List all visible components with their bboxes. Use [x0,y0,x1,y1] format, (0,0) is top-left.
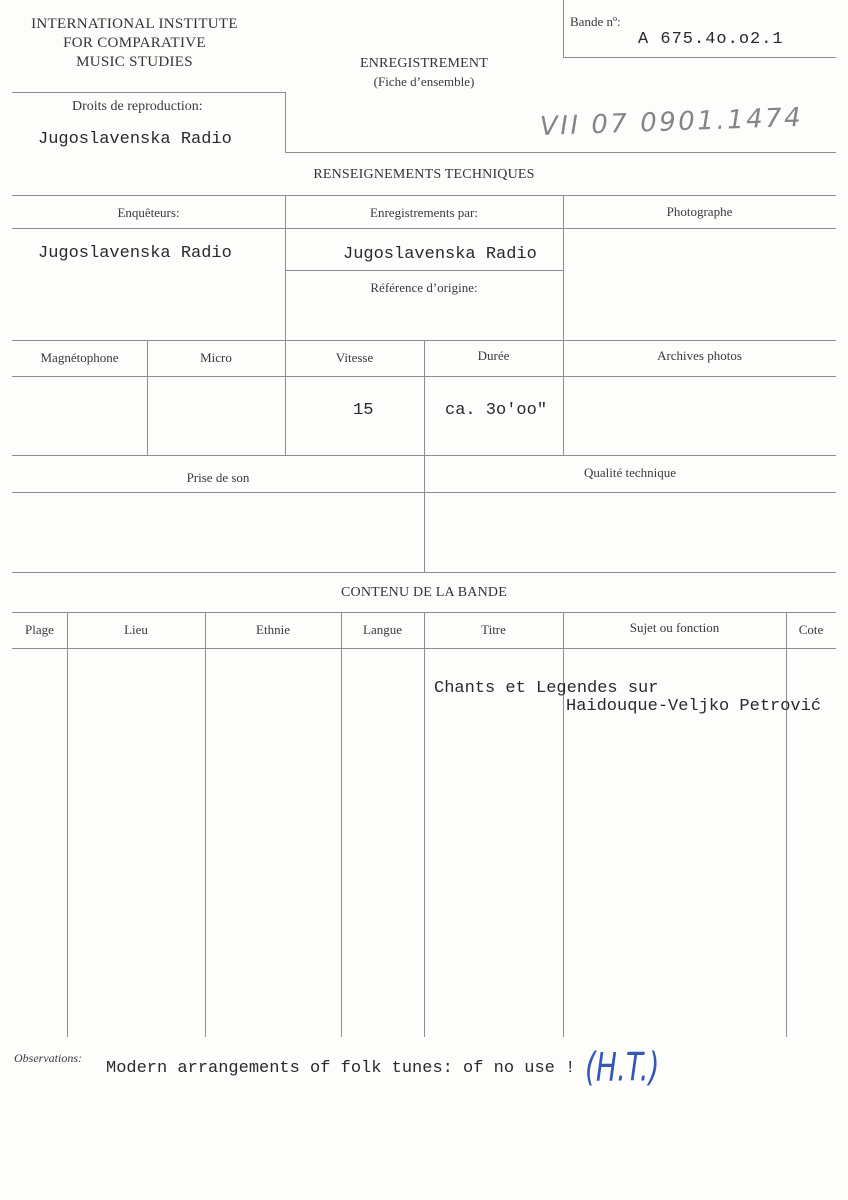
grid-line-horizontal [12,492,836,493]
archive-number-handwritten: VII 07 0901.1474 [539,102,804,142]
grid-line-vertical [424,612,425,1037]
column-header-sujet: Sujet ou fonction [629,620,720,635]
renseignements-techniques-heading: RENSEIGNEMENTS TECHNIQUES [313,167,535,182]
grid-line-horizontal [12,228,836,229]
magnetophone-label: Magnétophone [40,350,119,365]
grid-line-vertical [786,612,787,1037]
grid-line-vertical [563,195,564,455]
droits-reproduction-value: Jugoslavenska Radio [38,130,232,149]
grid-line-horizontal [12,376,836,377]
vitesse-label: Vitesse [335,350,374,365]
enregistrements-par-value: Jugoslavenska Radio [343,245,537,264]
grid-line-vertical [285,195,286,455]
titre-line-1: Chants et Legendes sur [434,679,659,698]
header-separator-line [285,152,836,153]
enqueteurs-value: Jugoslavenska Radio [38,244,232,263]
vitesse-value: 15 [353,401,374,420]
enregistrements-par-label: Enregistrements par: [370,205,478,220]
duree-label: Durée [477,348,510,363]
grid-line-horizontal [12,572,836,573]
grid-line-vertical [563,612,564,1037]
column-header-ethnie: Ethnie [256,622,290,637]
handwritten-initials: (H.T.) [585,1044,660,1091]
droits-box-right-border [285,92,286,152]
micro-label: Micro [200,350,232,365]
grid-line-vertical [341,612,342,1037]
column-header-cote: Cote [798,622,824,637]
observations-value: Modern arrangements of folk tunes: of no use ! [106,1059,576,1078]
bande-number-value: A 675.4o.o2.1 [638,30,784,49]
grid-line-vertical [67,612,68,1037]
column-header-langue: Langue [363,622,402,637]
form-title: ENREGISTREMENT [359,56,488,71]
bande-number-label: Bande nº: [570,14,621,29]
grid-line-horizontal [12,195,836,196]
bande-box-bottom-border [563,57,836,58]
contenu-heading: CONTENU DE LA BANDE [341,585,507,600]
column-header-plage: Plage [25,622,54,637]
prise-de-son-label: Prise de son [186,470,250,485]
droits-reproduction-label: Droits de reproduction: [72,99,203,114]
photographe-label: Photographe [666,204,733,219]
institute-name-line-2: FOR COMPARATIVE [63,35,206,51]
qualite-technique-label: Qualité technique [583,465,677,480]
titre-line-2: Haidouque-Veljko Petrović [566,697,822,716]
column-header-titre: Titre [481,622,506,637]
form-subtitle: (Fiche d’ensemble) [373,74,475,89]
enqueteurs-label: Enquêteurs: [117,205,180,220]
bande-box-left-border [563,0,564,57]
column-header-lieu: Lieu [124,622,148,637]
institute-name-line-3: MUSIC STUDIES [76,54,193,70]
reference-origine-label: Référence d’origine: [370,280,478,295]
archives-photos-label: Archives photos [657,348,742,363]
duree-value: ca. 3o'oo" [445,401,548,420]
grid-line-vertical [205,612,206,1037]
observations-label: Observations: [14,1051,82,1065]
grid-line-horizontal [285,270,563,271]
droits-box-top-border [12,92,285,93]
institute-name-line-1: INTERNATIONAL INSTITUTE [31,16,238,32]
